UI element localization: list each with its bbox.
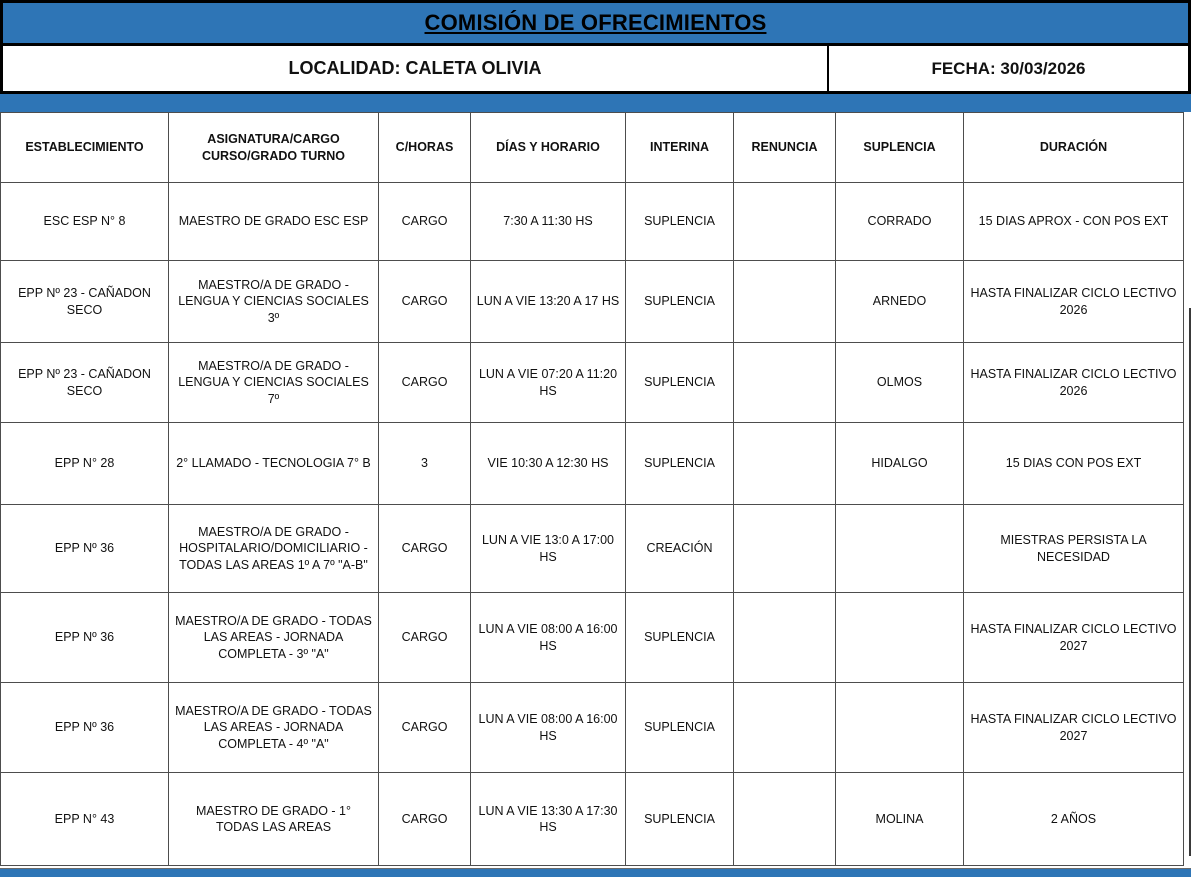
cell-asignatura: MAESTRO/A DE GRADO - TODAS LAS AREAS - JORNADA COMPLETA - 4º "A": [169, 683, 379, 773]
cell-renuncia: [734, 261, 836, 343]
cell-asignatura: MAESTRO DE GRADO ESC ESP: [169, 183, 379, 261]
cell-dias: 7:30 A 11:30 HS: [471, 183, 626, 261]
cell-asignatura: MAESTRO/A DE GRADO - TODAS LAS AREAS - JORNADA COMPLETA - 3º "A": [169, 593, 379, 683]
cell-dias: VIE 10:30 A 12:30 HS: [471, 423, 626, 505]
locality-row: [3, 43, 1188, 91]
cell-establecimiento: ESC ESP N° 8: [1, 183, 169, 261]
cell-interina: CREACIÓN: [626, 505, 734, 593]
column-header-renuncia: RENUNCIA: [734, 113, 836, 183]
cell-establecimiento: EPP Nº 36: [1, 683, 169, 773]
column-header-interina: INTERINA: [626, 113, 734, 183]
cell-suplencia: HIDALGO: [836, 423, 964, 505]
locality-cell: [3, 46, 829, 91]
column-header-suplencia: SUPLENCIA: [836, 113, 964, 183]
cell-establecimiento: EPP N° 28: [1, 423, 169, 505]
cell-renuncia: [734, 343, 836, 423]
cell-choras: CARGO: [379, 261, 471, 343]
cell-choras: CARGO: [379, 593, 471, 683]
blue-band-divider: [0, 94, 1191, 112]
cell-choras: CARGO: [379, 183, 471, 261]
cell-establecimiento: EPP Nº 36: [1, 593, 169, 683]
cell-renuncia: [734, 773, 836, 866]
table-row: [1, 683, 1184, 773]
header-block: [0, 0, 1191, 94]
cell-duracion: HASTA FINALIZAR CICLO LECTIVO 2027: [964, 593, 1184, 683]
cell-suplencia: [836, 683, 964, 773]
cell-duracion: HASTA FINALIZAR CICLO LECTIVO 2026: [964, 343, 1184, 423]
cell-choras: CARGO: [379, 773, 471, 866]
cell-interina: SUPLENCIA: [626, 593, 734, 683]
cell-asignatura: MAESTRO/A DE GRADO - HOSPITALARIO/DOMICILIARIO - TODAS LAS AREAS 1º A 7º "A-B": [169, 505, 379, 593]
column-header-asignatura: ASIGNATURA/CARGO CURSO/GRADO TURNO: [169, 113, 379, 183]
cell-duracion: 15 DIAS APROX - CON POS EXT: [964, 183, 1184, 261]
page-title: COMISIÓN DE OFRECIMIENTOS: [424, 10, 767, 35]
date-label: FECHA: 30/03/2026: [931, 58, 1086, 78]
cell-renuncia: [734, 423, 836, 505]
cell-suplencia: ARNEDO: [836, 261, 964, 343]
column-header-duracion: DURACIÓN: [964, 113, 1184, 183]
cell-suplencia: OLMOS: [836, 343, 964, 423]
date-cell: [829, 46, 1188, 91]
column-header-establecimiento: ESTABLECIMIENTO: [1, 113, 169, 183]
column-header-dias: DÍAS Y HORARIO: [471, 113, 626, 183]
offers-table: [0, 112, 1184, 866]
cell-choras: 3: [379, 423, 471, 505]
cell-establecimiento: EPP Nº 23 - CAÑADON SECO: [1, 343, 169, 423]
column-header-choras: C/HORAS: [379, 113, 471, 183]
cell-duracion: 2 AÑOS: [964, 773, 1184, 866]
cell-asignatura: 2° LLAMADO - TECNOLOGIA 7° B: [169, 423, 379, 505]
table-row: [1, 261, 1184, 343]
cell-duracion: HASTA FINALIZAR CICLO LECTIVO 2027: [964, 683, 1184, 773]
cell-interina: SUPLENCIA: [626, 423, 734, 505]
table-row: [1, 343, 1184, 423]
cell-duracion: 15 DIAS CON POS EXT: [964, 423, 1184, 505]
cell-renuncia: [734, 593, 836, 683]
bottom-blue-bar: [0, 868, 1191, 877]
title-bar: [3, 3, 1188, 43]
table-row: [1, 505, 1184, 593]
cell-choras: CARGO: [379, 505, 471, 593]
table-row: [1, 773, 1184, 866]
cell-asignatura: MAESTRO/A DE GRADO - LENGUA Y CIENCIAS SOCIALES 7º: [169, 343, 379, 423]
cell-asignatura: MAESTRO/A DE GRADO - LENGUA Y CIENCIAS SOCIALES 3º: [169, 261, 379, 343]
cell-suplencia: MOLINA: [836, 773, 964, 866]
table-body: [1, 183, 1184, 866]
cell-asignatura: MAESTRO DE GRADO - 1° TODAS LAS AREAS: [169, 773, 379, 866]
table-row: [1, 593, 1184, 683]
cell-renuncia: [734, 505, 836, 593]
table-row: [1, 423, 1184, 505]
cell-dias: LUN A VIE 08:00 A 16:00 HS: [471, 593, 626, 683]
cell-suplencia: CORRADO: [836, 183, 964, 261]
cell-duracion: HASTA FINALIZAR CICLO LECTIVO 2026: [964, 261, 1184, 343]
cell-establecimiento: EPP N° 43: [1, 773, 169, 866]
cell-interina: SUPLENCIA: [626, 773, 734, 866]
cell-dias: LUN A VIE 13:0 A 17:00 HS: [471, 505, 626, 593]
cell-choras: CARGO: [379, 683, 471, 773]
cell-suplencia: [836, 593, 964, 683]
cell-dias: LUN A VIE 13:20 A 17 HS: [471, 261, 626, 343]
cell-duracion: MIESTRAS PERSISTA LA NECESIDAD: [964, 505, 1184, 593]
cell-interina: SUPLENCIA: [626, 683, 734, 773]
cell-dias: LUN A VIE 08:00 A 16:00 HS: [471, 683, 626, 773]
cell-establecimiento: EPP Nº 23 - CAÑADON SECO: [1, 261, 169, 343]
cell-renuncia: [734, 683, 836, 773]
cell-suplencia: [836, 505, 964, 593]
cell-establecimiento: EPP Nº 36: [1, 505, 169, 593]
locality-label: LOCALIDAD: CALETA OLIVIA: [288, 58, 542, 78]
cell-renuncia: [734, 183, 836, 261]
cell-dias: LUN A VIE 07:20 A 11:20 HS: [471, 343, 626, 423]
cell-choras: CARGO: [379, 343, 471, 423]
cell-interina: SUPLENCIA: [626, 343, 734, 423]
table-row: [1, 183, 1184, 261]
table-header-row: [1, 113, 1184, 183]
cell-interina: SUPLENCIA: [626, 183, 734, 261]
cell-dias: LUN A VIE 13:30 A 17:30 HS: [471, 773, 626, 866]
cell-interina: SUPLENCIA: [626, 261, 734, 343]
